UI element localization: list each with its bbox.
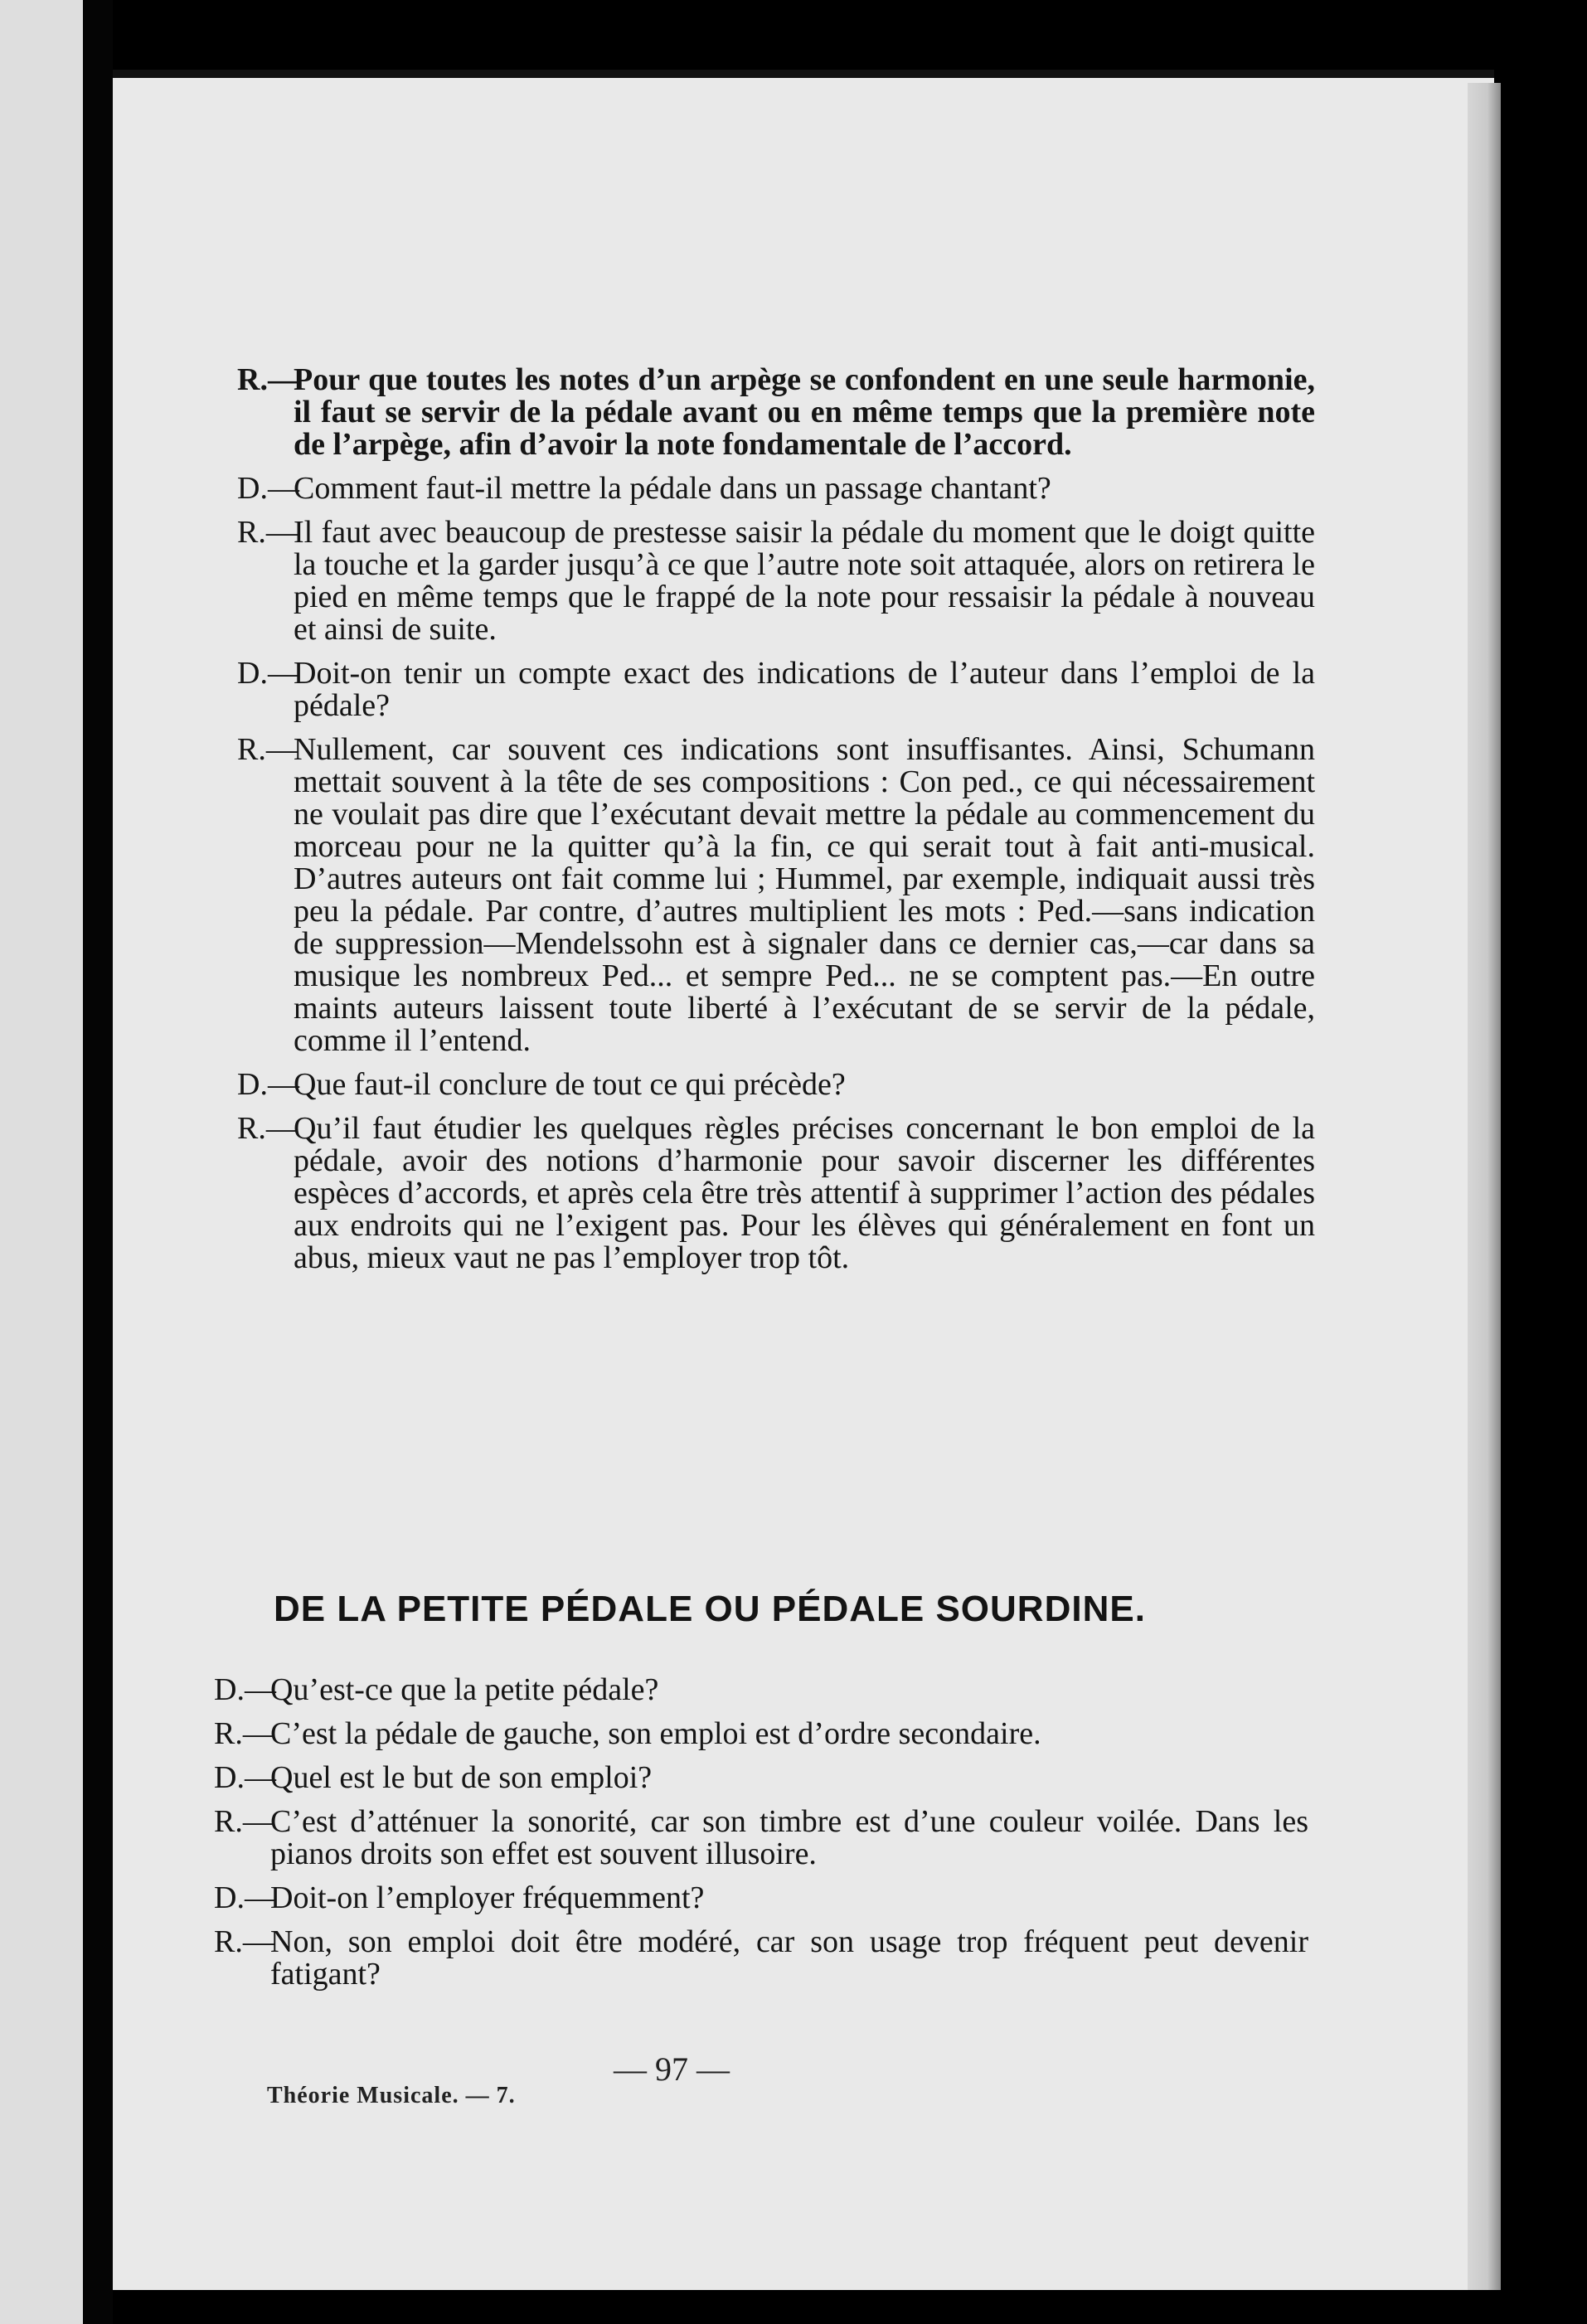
qa-mark: R.— bbox=[237, 732, 298, 767]
qa-text: C’est la pédale de gauche, son emploi est d’ordre secondaire. bbox=[270, 1716, 1041, 1751]
qa-mark: D.— bbox=[214, 1880, 276, 1915]
qa-mark: D.— bbox=[237, 656, 299, 691]
qa-text: Qu’il faut étudier les quelques règles précises concernant le bon emploi de la pédale, avoir des notions d’harmonie pour savoir discerner les différentes espèces d’accords, et après cela être très attentif à supprimer l’action des pédales aux endroits qui ne l’exigent pas. Pour les élèves qui généralement en font un abus, mieux vaut ne pas l’employer trop tôt. bbox=[294, 1111, 1315, 1275]
document-page bbox=[113, 70, 1494, 2290]
qa-mark: R.— bbox=[237, 515, 298, 550]
qa-text: Qu’est-ce que la petite pédale? bbox=[270, 1672, 659, 1707]
page-curl-edge bbox=[1468, 83, 1501, 2290]
qa-mark: D.— bbox=[214, 1760, 276, 1795]
qa-item bbox=[237, 734, 1315, 1057]
qa-item bbox=[237, 517, 1315, 646]
qa-text: C’est d’atténuer la sonorité, car son timbre est d’une couleur voilée. Dans les pianos droits son effet est souvent illusoire. bbox=[270, 1804, 1308, 1871]
qa-mark: R.— bbox=[214, 1924, 274, 1959]
qa-item bbox=[214, 1926, 1308, 1991]
qa-text: Comment faut-il mettre la pédale dans un passage chantant? bbox=[294, 471, 1051, 506]
qa-section-bottom bbox=[214, 1674, 1308, 2002]
qa-item bbox=[214, 1762, 1308, 1794]
qa-item bbox=[237, 473, 1315, 505]
qa-section-top bbox=[237, 364, 1315, 1286]
qa-mark: D.— bbox=[237, 1067, 299, 1102]
qa-mark: R.— bbox=[214, 1804, 274, 1839]
qa-mark: D.— bbox=[214, 1672, 276, 1707]
qa-text: Doit-on tenir un compte exact des indications de l’auteur dans l’emploi de la pédale? bbox=[294, 656, 1315, 723]
qa-item bbox=[237, 657, 1315, 722]
qa-text: Doit-on l’employer fréquemment? bbox=[270, 1880, 705, 1915]
qa-item bbox=[237, 1069, 1315, 1101]
qa-mark: R.— bbox=[214, 1716, 274, 1751]
qa-item bbox=[214, 1674, 1308, 1706]
qa-text: Quel est le but de son emploi? bbox=[270, 1760, 653, 1795]
qa-item bbox=[214, 1882, 1308, 1914]
qa-item bbox=[214, 1718, 1308, 1750]
page-number: — 97 — bbox=[614, 2050, 730, 2088]
qa-text: Il faut avec beaucoup de prestesse saisir la pédale du moment que le doigt quitte la touche et la garder jusqu’à ce que l’autre note soit attaquée, alors on retirera le pied en même temps que le frappé de la note pour ressaisir la pédale à nouveau et ainsi de suite. bbox=[294, 515, 1315, 647]
qa-mark: R.— bbox=[237, 1111, 298, 1146]
book-gutter bbox=[83, 0, 113, 2324]
section-title: DE LA PETITE PÉDALE OU PÉDALE SOURDINE. bbox=[274, 1589, 1146, 1629]
qa-mark: R.— bbox=[237, 362, 299, 397]
qa-text: Nullement, car souvent ces indications sont insuffisantes. Ainsi, Schumann mettait souvent à la tête de ses compositions : Con ped., ce qui nécessairement ne voulait pas dire que l’exécutant devait mettre la pédale au commencement du morceau pour ne la quitter qu’à la fin, ce qui serait tout à fait anti-musical. D’autres auteurs ont fait comme lui ; Hummel, par exemple, indiquait aussi très peu la pédale. Par contre, d’autres multiplient les mots : Ped.—sans indication de suppression—Mendelssohn est à signaler dans ce dernier cas,—car dans sa musique les nombreux Ped... et sempre Ped... ne se comptent pas.—En outre maints auteurs laissent toute liberté à l’exécutant de se servir de la pédale, comme il l’entend. bbox=[294, 732, 1315, 1058]
adjacent-page-edge bbox=[0, 0, 83, 2324]
qa-text: Non, son emploi doit être modéré, car son usage trop fréquent peut devenir fatigant? bbox=[270, 1924, 1308, 1992]
qa-text: Que faut-il conclure de tout ce qui précède? bbox=[294, 1067, 846, 1102]
qa-text: Pour que toutes les notes d’un arpège se confondent en une seule harmonie, il faut se servir de la pédale avant ou en même temps que la première note de l’arpège, afin d’avoir la note fondamentale de l’accord. bbox=[294, 362, 1315, 462]
qa-item bbox=[237, 1113, 1315, 1274]
qa-mark: D.— bbox=[237, 471, 299, 506]
qa-item bbox=[214, 1806, 1308, 1870]
qa-item bbox=[237, 364, 1315, 461]
footer-running-title: Théorie Musicale. — 7. bbox=[267, 2083, 516, 2108]
